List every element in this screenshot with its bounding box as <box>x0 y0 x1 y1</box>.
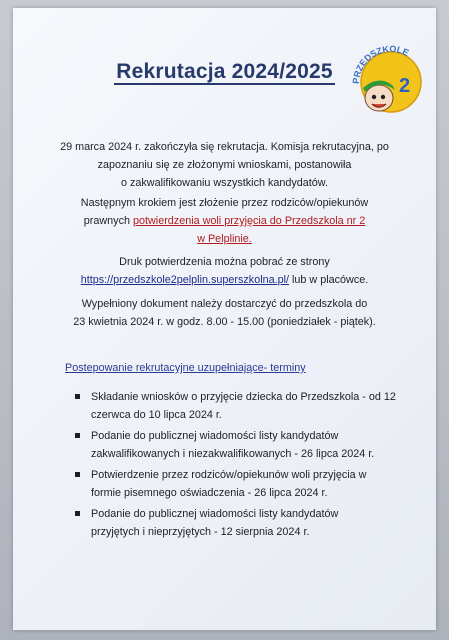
list-item: Potwierdzenie przez rodziców/opiekunów woli przyjęcia w formie pisemnego oświadczenia - 26 lipca 2024 r. <box>75 466 415 502</box>
paragraph-recruitment-finished: 29 marca 2024 r. zakończyła się rekrutacja. Komisja rekrutacyjna, po zapoznaniu się ze złożonymi wnioskami, postanowiła o zakwalifikowaniu wszystkich kandydatów. <box>60 141 389 189</box>
section-title-supplementary: Postepowanie rekrutacyjne uzupełniające- terminy <box>65 362 306 374</box>
list-item: Podanie do publicznej wiadomości listy kandydatów zakwalifikowanych i niezakwalifikowanych - 26 lipca 2024 r. <box>75 427 415 463</box>
list-item: Podanie do publicznej wiadomości listy kandydatów przyjętych i nieprzyjętych - 12 sierpnia 2024 r. <box>75 505 415 541</box>
confirmation-highlight: potwierdzenia woli przyjęcia do Przedszkola nr 2 <box>132 215 366 227</box>
bullet-icon <box>75 511 80 516</box>
website-link[interactable]: https://przedszkole2pelplin.superszkolna.pl/ <box>80 274 290 286</box>
logo-text: PRZEDSZKOLE <box>350 43 411 85</box>
paragraph-next-step: Następnym krokiem jest złożenie przez rodziców/opiekunów prawnych potwierdzenia woli przyjęcia do Przedszkola nr 2 w Pelplinie. <box>80 197 369 245</box>
list-item: Składanie wniosków o przyjęcie dziecka do Przedszkola - od 12 czerwca do 10 lipca 2024 r. <box>75 388 415 424</box>
paragraph-download: Druk potwierdzenia można pobrać ze strony https://przedszkole2pelplin.superszkolna.pl/ lub w placówce. <box>80 256 369 286</box>
location-highlight: w Pelplinie. <box>197 233 252 245</box>
bullet-icon <box>75 472 80 477</box>
page-title: Rekrutacja 2024/2025 <box>116 60 333 83</box>
schedule-list <box>75 388 415 544</box>
notice-sheet <box>13 8 436 630</box>
bullet-icon <box>75 394 80 399</box>
paragraph-deadline: Wypełniony dokument należy dostarczyć do przedszkola do 23 kwietnia 2024 r. w godz. 8.00 - 15.00 (poniedziałek - piątek). <box>73 298 376 328</box>
logo-number: 2 <box>399 75 411 97</box>
bullet-icon <box>75 433 80 438</box>
